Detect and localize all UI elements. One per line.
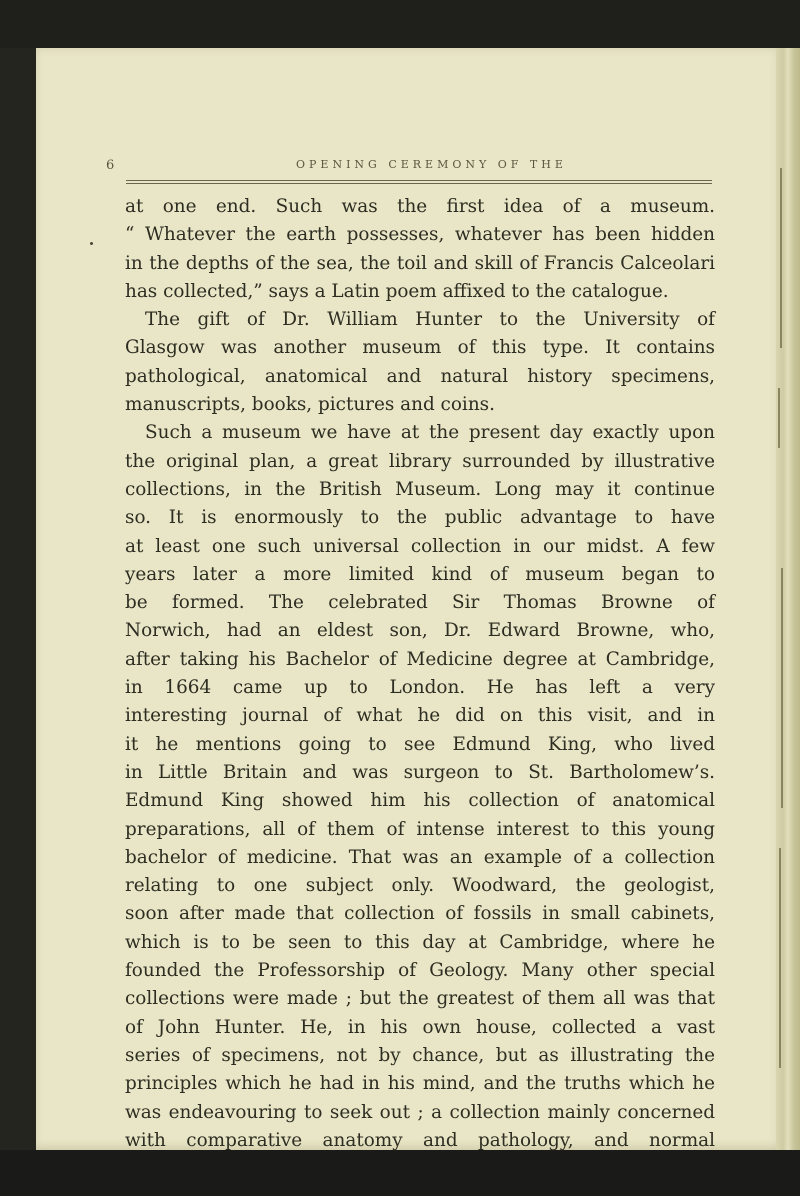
text-line: principles which he had in his mind, and the truths which he [125, 1073, 715, 1095]
text-line: collections, in the British Museum. Long may it continue [125, 478, 715, 500]
text-line: manuscripts, books, pictures and coins. [125, 394, 495, 416]
text-line: the original plan, a great library surrounded by illustrative [125, 450, 715, 472]
stray-mark [90, 242, 93, 245]
text-line: years later a more limited kind of museum began to [125, 563, 715, 585]
page-edge [776, 48, 800, 1150]
page-header [106, 158, 706, 178]
text-line: Norwich, had an eldest son, Dr. Edward Browne, who, [125, 620, 715, 642]
body-text [125, 193, 715, 1155]
header-rule [126, 183, 712, 184]
text-line: collections were made ; but the greatest of them all was that [125, 988, 715, 1010]
page-number: 6 [106, 158, 115, 173]
text-line: pathological, anatomical and natural history specimens, [125, 365, 715, 387]
text-line: with comparative anatomy and pathology, and normal [125, 1129, 715, 1151]
text-line: preparations, all of them of intense interest to this young [125, 818, 715, 840]
text-line: so. It is enormously to the public advantage to have [125, 507, 715, 529]
text-line: bachelor of medicine. That was an example of a collection [125, 846, 715, 868]
text-line: was endeavouring to seek out ; a collection mainly concerned [125, 1101, 715, 1123]
text-line: at one end. Such was the first idea of a museum. [125, 196, 715, 217]
text-line: soon after made that collection of fossils in small cabinets, [125, 903, 715, 925]
scan-frame-bottom [0, 1150, 800, 1196]
header-rule [126, 180, 712, 181]
text-line: has collected,” says a Latin poem affixed to the catalogue. [125, 280, 669, 302]
text-line: Glasgow was another museum of this type. It contains [125, 337, 715, 359]
text-line: at least one such universal collection in our midst. A few [125, 535, 715, 557]
text-line: founded the Professorship of Geology. Many other special [125, 960, 715, 982]
text-line: interesting journal of what he did on this visit, and in [125, 705, 715, 727]
running-head: OPENING CEREMONY OF THE [296, 158, 567, 171]
text-line: Such a museum we have at the present day exactly upon [145, 422, 715, 444]
text-line: in the depths of the sea, the toil and skill of Francis Calceolari [125, 252, 715, 274]
text-line: it he mentions going to see Edmund King, who lived [125, 733, 715, 755]
text-line: series of specimens, not by chance, but as illustrating the [125, 1044, 715, 1066]
text-line: of John Hunter. He, in his own house, collected a vast [125, 1016, 715, 1038]
text-line: which is to be seen to this day at Cambridge, where he [125, 931, 715, 953]
text-line: “ Whatever the earth possesses, whatever has been hidden [125, 224, 715, 246]
text-line: after taking his Bachelor of Medicine degree at Cambridge, [125, 648, 715, 670]
scan-frame-left [0, 48, 36, 1150]
text-line: be formed. The celebrated Sir Thomas Browne of [125, 592, 715, 614]
text-line: The gift of Dr. William Hunter to the University of [145, 309, 715, 331]
scan-frame-top [0, 0, 800, 48]
text-line: relating to one subject only. Woodward, the geologist, [125, 875, 715, 897]
text-line: Edmund King showed him his collection of anatomical [125, 790, 715, 812]
text-line: in Little Britain and was surgeon to St. Bartholomew’s. [125, 761, 715, 783]
text-line: in 1664 came up to London. He has left a very [125, 677, 715, 699]
